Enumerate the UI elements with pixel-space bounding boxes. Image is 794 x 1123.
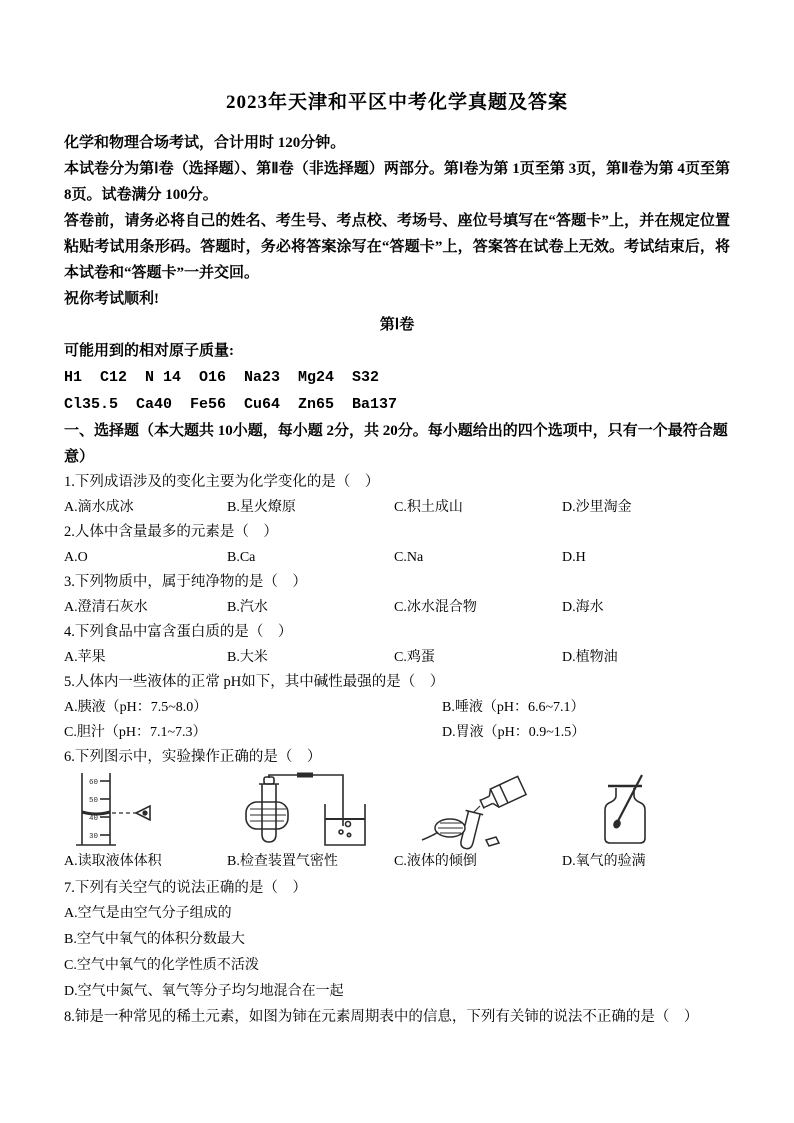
cylinder-tick-40: 40 — [88, 815, 98, 823]
option-1d: D.沙里淘金 — [562, 500, 632, 515]
question-5-stem: 5.人体内一些液体的正常 pH如下，其中碱性最强的是（ ） — [64, 674, 445, 690]
option-3a: A.澄清石灰水 — [64, 600, 148, 615]
option-7d: D.空气中氮气、氧气等分子均匀地混合在一起 — [64, 984, 344, 999]
question-5-options-row-1 — [64, 695, 730, 720]
atomic-mass-heading: 可能用到的相对原子质量: — [64, 343, 234, 359]
question-5-options-row-2 — [64, 720, 730, 745]
option-4b: B.大米 — [227, 650, 268, 665]
cylinder-tick-50: 50 — [88, 797, 98, 805]
question-8-stem: 8.铈是一种常见的稀土元素，如图为铈在元素周期表中的信息，下列有关铈的说法不正确的是（ ） — [64, 1009, 699, 1025]
option-5b: B.唾液（pH：6.6~7.1） — [442, 700, 585, 715]
option-4d: D.植物油 — [562, 650, 618, 665]
tilted-reagent-bottle — [478, 776, 526, 813]
option-3b: B.汽水 — [227, 600, 268, 615]
intro-paragraph-duration: 化学和物理合场考试，合计用时 120分钟。 — [64, 135, 346, 151]
option-4a: A.苹果 — [64, 650, 106, 665]
option-4c: C.鸡蛋 — [394, 650, 435, 665]
airtightness-apparatus-diagram — [245, 772, 375, 850]
option-6c: C.液体的倾倒 — [394, 854, 477, 869]
question-3-stem: 3.下列物质中，属于纯净物的是（ ） — [64, 574, 307, 590]
option-2c: C.Na — [394, 550, 424, 565]
section-1-heading: 一、选择题（本大题共 10小题，每小题 2分，共 20分。每小题给出的四个选项中，只有一个最符合题意） — [64, 423, 728, 465]
question-6-options — [64, 850, 730, 874]
option-5c: C.胆汁（pH：7.1~7.3） — [64, 725, 207, 740]
glowing-splint — [618, 775, 642, 821]
figure-read-liquid-volume — [64, 772, 227, 850]
option-3c: C.冰水混合物 — [394, 600, 477, 615]
question-7-stem: 7.下列有关空气的说法正确的是（ ） — [64, 880, 307, 896]
graduated-cylinder-diagram — [66, 772, 166, 850]
option-6b: B.检查装置气密性 — [227, 854, 338, 869]
intro-paragraph-structure: 本试卷分为第Ⅰ卷（选择题）、第Ⅱ卷（非选择题）两部分。第Ⅰ卷为第 1页至第 3页，第Ⅱ卷为第 4页至第8页。试卷满分 100分。 — [64, 161, 730, 203]
option-1c: C.积土成山 — [394, 500, 463, 515]
intro-paragraph-wish: 祝你考试顺利! — [64, 291, 159, 307]
page-title: 2023年天津和平区中考化学真题及答案 — [225, 92, 568, 113]
atomic-mass-line-2: Cl35.5 Ca40 Fe56 Cu64 Zn65 Ba137 — [64, 396, 398, 413]
option-1b: B.星火燎原 — [227, 500, 296, 515]
option-7c: C.空气中氧气的化学性质不活泼 — [64, 958, 259, 973]
gas-bottle-splint-diagram — [590, 772, 660, 850]
option-2b: B.Ca — [227, 550, 256, 565]
option-3d: D.海水 — [562, 600, 604, 615]
question-1-stem: 1.下列成语涉及的变化主要为化学变化的是（ ） — [64, 474, 380, 490]
intro-paragraph-answer-sheet: 答卷前，请务必将自己的姓名、考生号、考点校、考场号、座位号填写在“答题卡”上，并在规定位置粘贴考试用条形码。答题时，务必将答案涂写在“答题卡”上，答案答在试卷上无效。考试结束后，将本试卷和“答题卡”一并交回。 — [64, 213, 730, 281]
pouring-liquid-diagram — [420, 772, 550, 850]
splint-ember — [612, 818, 622, 829]
option-7a: A.空气是由空气分子组成的 — [64, 906, 232, 921]
figure-airtightness-check — [227, 772, 394, 850]
option-7b: B.空气中氧气的体积分数最大 — [64, 932, 245, 947]
question-6-figures — [64, 772, 730, 850]
bottle-stopper — [486, 837, 499, 846]
option-5a: A.胰液（pH：7.5~8.0） — [64, 700, 208, 715]
option-5d: D.胃液（pH：0.9~1.5） — [442, 725, 586, 740]
cylinder-tick-60: 60 — [88, 779, 98, 787]
figure-pouring-liquid — [394, 772, 562, 850]
question-4-stem: 4.下列食品中富含蛋白质的是（ ） — [64, 624, 293, 640]
question-3-options — [64, 595, 730, 620]
volume-1-title: 第Ⅰ卷 — [379, 317, 415, 333]
option-6a: A.读取液体体积 — [64, 854, 162, 869]
cylinder-tick-30: 30 — [88, 833, 98, 841]
figure-oxygen-full-test — [562, 772, 730, 850]
question-4-options — [64, 645, 730, 670]
option-1a: A.滴水成冰 — [64, 500, 134, 515]
question-2-stem: 2.人体中含量最多的元素是（ ） — [64, 524, 278, 540]
question-2-options — [64, 545, 730, 570]
option-6d: D.氧气的验满 — [562, 854, 646, 869]
question-6-stem: 6.下列图示中，实验操作正确的是（ ） — [64, 749, 322, 765]
atomic-mass-line-1: H1 C12 N 14 O16 Na23 Mg24 S32 — [64, 369, 380, 386]
option-2d: D.H — [562, 550, 586, 565]
option-2a: A.O — [64, 550, 88, 565]
question-1-options — [64, 495, 730, 520]
